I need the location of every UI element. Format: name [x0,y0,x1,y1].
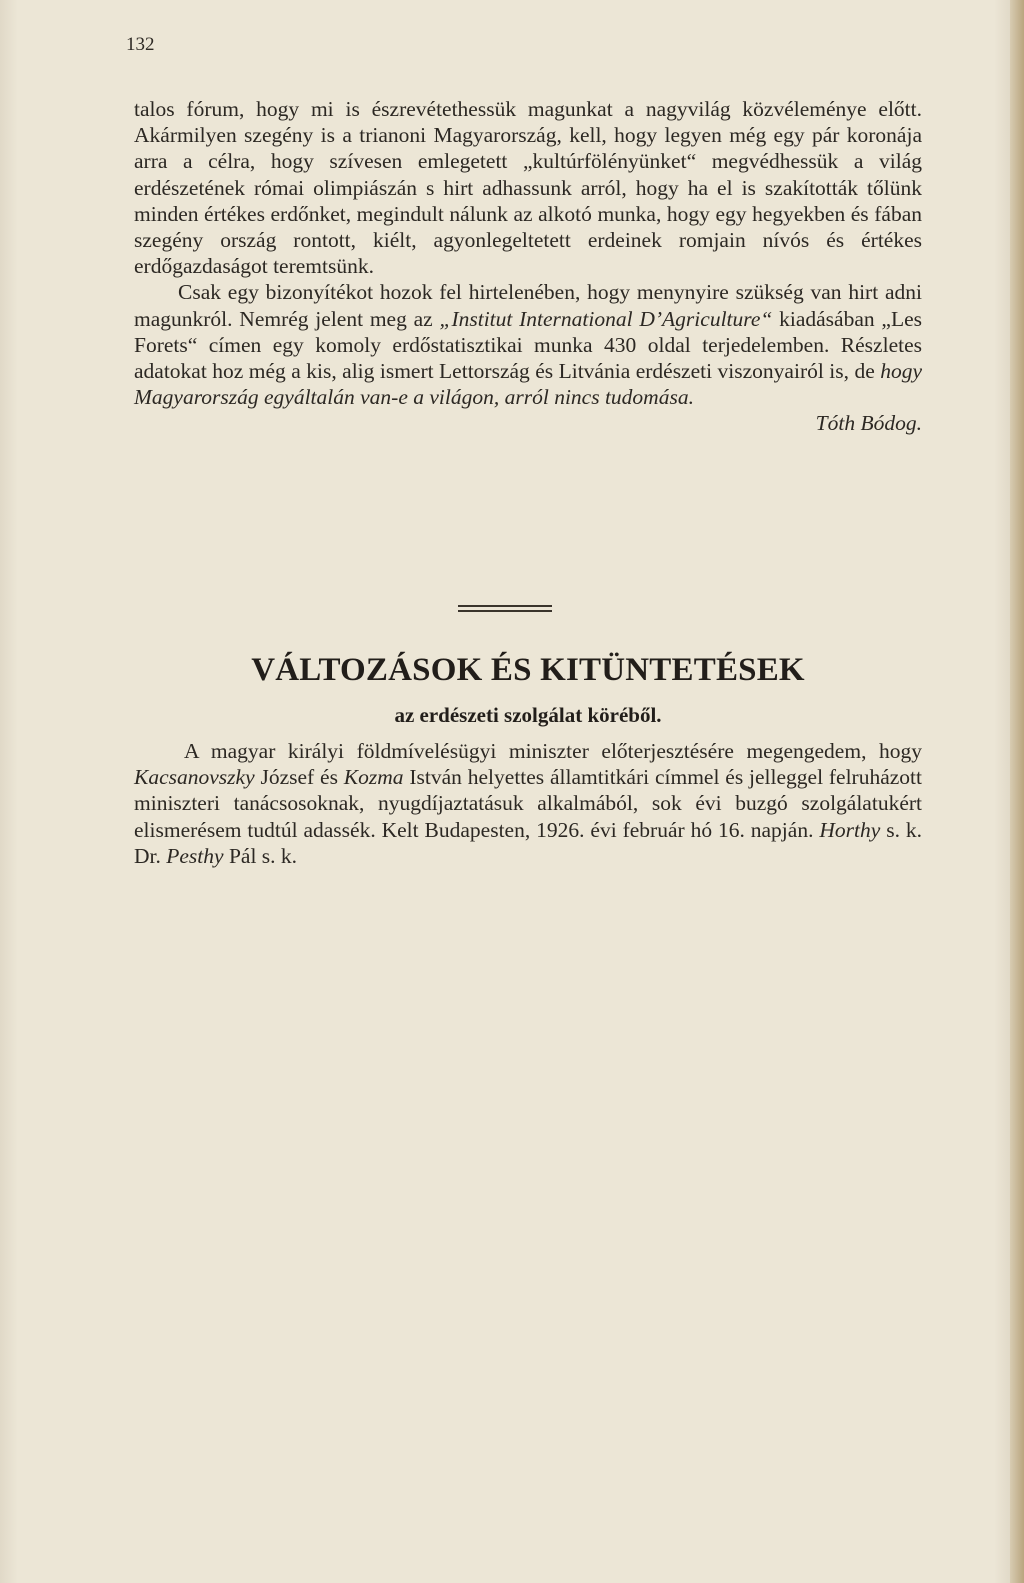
emphasis-statement: hogy Magyarország egyáltalán van-e a világon, arról nincs tudomása. [134,359,922,410]
article-text [134,96,922,437]
signer-name-horthy: Horthy [819,817,881,842]
page-edge-shadow [1010,0,1024,1583]
paragraph-2-text-b: kiadásában „Les Forets“ címen egy komoly erdőstatisztikai munka 430 oldal terjedelemben. Részletes adatokat hoz még a kis, alig ismert Lettország és Litvánia erdészeti viszonyairól is, de [134,306,922,384]
person-name-kacsanovszky: Kacsanovszky [134,765,255,790]
section-subtitle: az erdészeti szolgálat köréből. [394,703,662,727]
announcement-text-b: József és [254,765,344,790]
page-number: 132 [126,34,155,55]
announcement-text-d: s. k. Dr. [134,817,922,868]
institute-name: „Institut International D’Agriculture“ [439,306,773,331]
announcement-text [134,738,922,869]
paragraph-2 [134,279,922,410]
section-title: VÁLTOZÁSOK ÉS KITÜNTETÉSEK [251,652,805,688]
announcement-text-a: A magyar királyi földmívelésügyi miniszter előterjesztésére megengedem, hogy [184,739,922,763]
section-divider [458,605,552,615]
paragraph-2-text-a: Csak egy bizonyítékot hozok fel hirtelenében, hogy menynyire szükség van hirt adni magunkról. Nemrég jelent meg az [134,280,922,331]
signer-name-pesthy: Pesthy [166,843,224,868]
divider-line-top [458,605,552,607]
author-signature: Tóth Bódog. [815,411,922,436]
paragraph-1: talos fórum, hogy mi is észrevétethessük magunkat a nagyvilág közvéleménye előtt. Akármilyen szegény is a trianoni Magyarország, kell, hogy legyen még egy pár koronája arra a célra, hogy szívesen emlegetett „kultúrfölényünket“ megvédhessük a világ erdészetének római olimpiászán s hirt adhassunk arról, hogy ha el is szakították tőlünk minden értékes erdőnket, megindult nálunk az alkotó munka, hogy egy hegyekben és fában szegény ország rontott, kiélt, agyonlegeltetett erdeinek romjain nívós és értékes erdőgazdaságot teremtsünk. [134,97,922,279]
announcement-text-c: István helyettes államtitkári címmel és jelleggel felruházott miniszteri tanácsosoknak, nyugdíjaztatásuk alkalmából, sok évi buzgó szolgálatukért elismerésem tudtúl adassék. Kelt Budapesten, 1926. évi február hó 16. napján. [134,765,923,842]
announcement-paragraph [134,738,922,869]
divider-line-bottom [458,610,552,612]
person-name-kozma: Kozma [343,765,404,790]
announcement-text-e: Pál s. k. [223,843,298,868]
